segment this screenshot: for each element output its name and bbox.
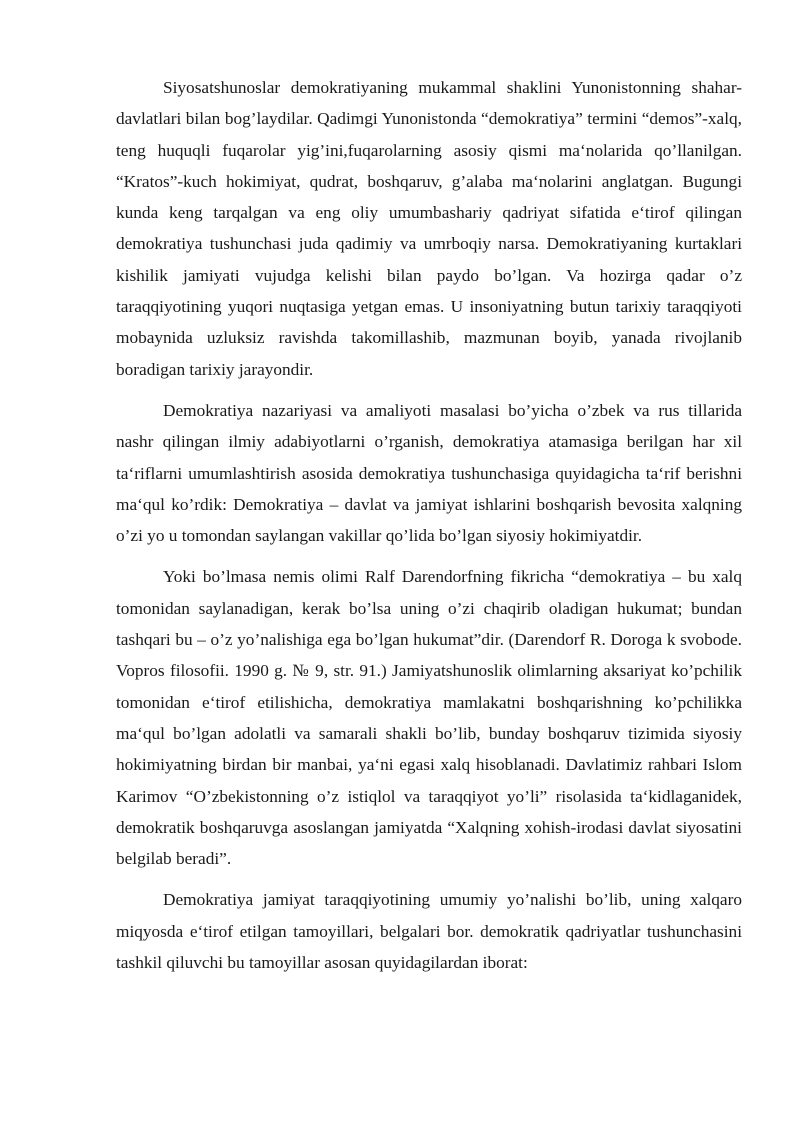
document-body [116, 72, 742, 988]
paragraph-1: Siyosatshunoslar demokratiyaning mukammal shaklini Yunonistonning shahar-davlatlari bilan bog’laydilar. Qadimgi Yunonistonda “demokratiya” termini “demos”-xalq, teng huquqli fuqarolar yig’ini,fuqarolarning asosiy qismi ma‘nolarida qo’llanilgan. “Kratos”-kuch hokimiyat, qudrat, boshqaruv, g’alaba ma‘nolarini anglatgan. Bugungi kunda keng tarqalgan va eng oliy umumbashariy qadriyat sifatida e‘tirof qilingan demokratiya tushunchasi juda qadimiy va umrboqiy narsa. Demokratiyaning kurtaklari kishilik jamiyati vujudga kelishi bilan paydo bo’lgan. Va hozirga qadar o’z taraqqiyotining yuqori nuqtasiga yetgan emas. U insoniyatning butun tarixiy taraqqiyoti mobaynida uzluksiz ravishda takomillashib, mazmunan boyib, yanada rivojlanib boradigan tarixiy jarayondir. [116, 78, 742, 379]
paragraph-4: Demokratiya jamiyat taraqqiyotining umumiy yo’nalishi bo’lib, uning xalqaro miqyosda e‘tirof etilgan tamoyillari, belgalari bor. demokratik qadriyatlar tushunchasini tashkil qiluvchi bu tamoyillar asosan quyidagilardan iborat: [116, 890, 742, 973]
paragraph-3: Yoki bo’lmasa nemis olimi Ralf Darendorfning fikricha “demokratiya – bu xalq tomonidan saylanadigan, kerak bo’lsa uning o’zi chaqirib oladigan hukumat; bundan tashqari bu – o’z yo’nalishiga ega bo’lgan hukumat”dir. (Darendorf R. Doroga k svobode. Vopros filosofii. 1990 g. № 9, str. 91.) Jamiyatshunoslik olimlarning aksariyat ko’pchilik tomonidan e‘tirof etilishicha, demokratiya mamlakatni boshqarishning ko’pchilikka ma‘qul bo’lgan adolatli va samarali shakli bo’lib, bunday boshqaruv tizimida siyosiy hokimiyatning birdan bir manbai, ya‘ni egasi xalq hisoblanadi. Davlatimiz rahbari Islom Karimov “O’zbekistonning o’z istiqlol va taraqqiyot yo’li” risolasida ta‘kidlaganidek, demokratik boshqaruvga asoslangan jamiyatda “Xalqning xohish-irodasi davlat siyosatini belgilab beradi”. [116, 567, 742, 869]
paragraph-2: Demokratiya nazariyasi va amaliyoti masalasi bo’yicha o’zbek va rus tillarida nashr qilingan ilmiy adabiyotlarni o’rganish, demokratiya atamasiga berilgan har xil ta‘riflarni umumlashtirish asosida demokratiya tushunchasiga quyidagicha ta‘rif berishni ma‘qul ko’rdik: Demokratiya – davlat va jamiyat ishlarini boshqarish bevosita xalqning o’zi yo u tomondan saylangan vakillar qo’lida bo’lgan siyosiy hokimiyatdir. [116, 400, 742, 546]
